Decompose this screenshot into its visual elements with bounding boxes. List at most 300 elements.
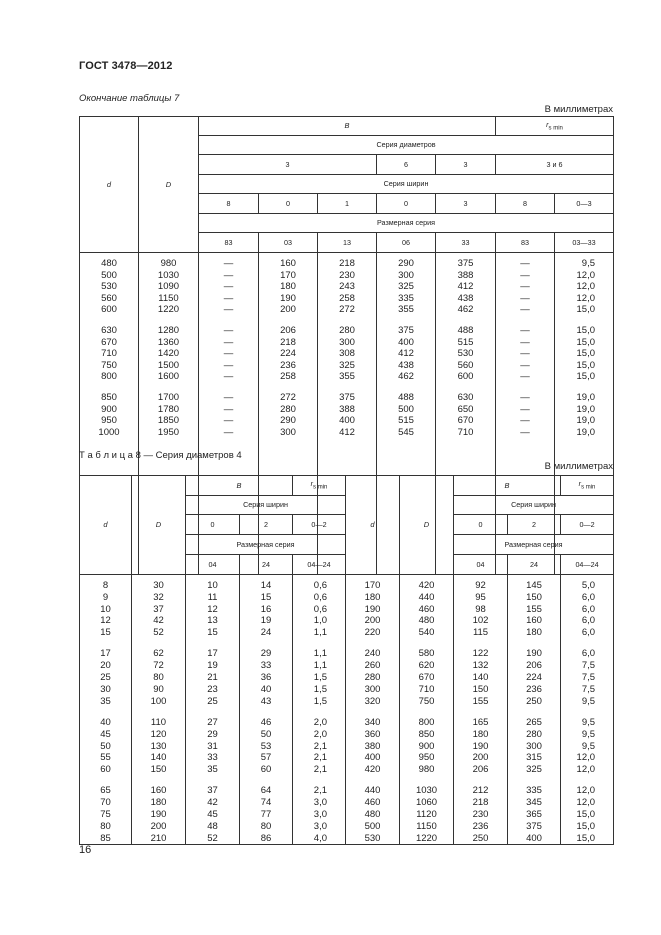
table7-cell: 480 xyxy=(101,258,117,269)
table7-cell: 375 xyxy=(339,391,355,403)
table8-cell: 25 xyxy=(100,672,111,684)
table8-cell: 190 xyxy=(472,740,489,752)
table7-cell: 272 xyxy=(280,391,296,403)
table7-cell: 545 xyxy=(398,426,414,438)
table7-cell: 462 xyxy=(398,371,414,383)
table8-cell: 1,5 xyxy=(313,695,328,707)
table7-size-0: 83 xyxy=(199,233,259,253)
table8-cell: 11 xyxy=(207,591,218,603)
table8-cell: 36 xyxy=(260,672,272,684)
table8-cell: 12,0 xyxy=(576,764,596,776)
table7-cell: 600 xyxy=(457,371,474,383)
table8-cell: 1,1 xyxy=(313,648,328,660)
table8-cell: 43 xyxy=(260,695,272,707)
table7-cell: 515 xyxy=(457,336,474,348)
table8-cell: 24 xyxy=(260,627,272,639)
table7-width-1: 0 xyxy=(259,194,318,214)
table7-cell: 15,0 xyxy=(576,304,595,316)
table7-cell: 412 xyxy=(457,281,474,293)
table8-cell: 64 xyxy=(260,785,272,797)
table8-cell: 98 xyxy=(475,603,486,615)
table8-cell: 6,0 xyxy=(581,591,596,603)
table8-cell: 52 xyxy=(153,627,164,639)
table7-cell: 400 xyxy=(398,336,414,348)
table8-cell: 300 xyxy=(364,683,381,695)
table8-cell: 50 xyxy=(260,728,272,740)
table8-col-8 xyxy=(508,575,561,845)
table8-cell: 19 xyxy=(260,615,272,627)
table7-cell: 980 xyxy=(160,258,177,269)
table8-cell: 580 xyxy=(418,648,435,660)
table7-cell: 530 xyxy=(101,281,117,293)
table8-cell: 155 xyxy=(526,603,542,615)
table7-cell: 19,0 xyxy=(576,403,595,415)
table8-cell: 206 xyxy=(472,764,489,776)
table7-cell: — xyxy=(223,292,234,304)
table8-cell: 180 xyxy=(150,797,167,809)
table7-cell: 1850 xyxy=(157,415,180,427)
table7-size-6: 03—33 xyxy=(555,233,614,253)
table8-cell: 190 xyxy=(526,648,542,660)
table8-cell: 420 xyxy=(418,580,435,591)
table8-cell: 46 xyxy=(260,716,272,728)
table8-cell: 2,0 xyxy=(313,716,328,728)
table8-cell: 33 xyxy=(207,752,218,764)
table7-cell: 438 xyxy=(398,359,414,371)
table7-head-D: D xyxy=(139,117,199,253)
table7-cell: 412 xyxy=(339,426,355,438)
table7-cell: 300 xyxy=(280,426,296,438)
table8-cell: 1,5 xyxy=(313,683,328,695)
table7-cell: 1500 xyxy=(157,359,180,371)
table8-cell: 29 xyxy=(207,728,218,740)
table8-cell: 15,0 xyxy=(576,832,596,844)
table7-width-series-label: Серия ширин xyxy=(199,175,614,194)
table7-cell: — xyxy=(223,269,234,281)
table7-diam-3and6: 3 и 6 xyxy=(496,155,614,175)
table8-col-9 xyxy=(561,575,614,845)
table8-cell: 480 xyxy=(364,809,381,821)
table7-cell: 710 xyxy=(457,426,474,438)
table7-cell: 170 xyxy=(280,269,296,281)
table7-cell: 272 xyxy=(339,304,355,316)
table8-cell: 150 xyxy=(526,591,542,603)
table8-cell: 1030 xyxy=(415,785,438,797)
table8-cell: 15,0 xyxy=(576,820,596,832)
table8-cell: 9,5 xyxy=(581,716,596,728)
table8-cell: 265 xyxy=(526,716,542,728)
table7-cell: — xyxy=(223,415,234,427)
table8-cell: 35 xyxy=(207,764,218,776)
table7-cell: — xyxy=(520,359,530,371)
table8-body xyxy=(80,575,614,845)
table8-cell: 6,0 xyxy=(581,615,596,627)
table7-cell: 670 xyxy=(101,336,117,348)
table7-cell: 412 xyxy=(398,348,414,360)
table7-cell: 1220 xyxy=(157,304,180,316)
table7-cell: 160 xyxy=(280,258,296,269)
table8-cell: 9,5 xyxy=(581,728,596,740)
table7-width-2: 1 xyxy=(318,194,377,214)
table8-cell: 320 xyxy=(364,695,381,707)
table8-cell: 52 xyxy=(207,832,218,844)
table8-cell: 480 xyxy=(418,615,435,627)
table8-cell: 60 xyxy=(260,764,272,776)
table8-cell: 250 xyxy=(472,832,489,844)
table8-size-04b: 04 xyxy=(454,555,508,575)
table7-cell: 15,0 xyxy=(576,371,595,383)
table7-width-5: 8 xyxy=(496,194,555,214)
table7-cell: 290 xyxy=(280,415,296,427)
table7-cell: 1280 xyxy=(157,324,180,336)
table7-diam-3: 3 xyxy=(199,155,377,175)
table8-cell: 6,0 xyxy=(581,648,596,660)
table7-cell: — xyxy=(223,336,234,348)
table8-cell: 160 xyxy=(526,615,542,627)
table8-cell: 48 xyxy=(207,820,218,832)
table8-cell: 29 xyxy=(260,648,272,660)
table8-cell: 23 xyxy=(207,683,218,695)
table7-cell: 600 xyxy=(101,304,117,316)
table8-cell: 37 xyxy=(207,785,218,797)
table8-unit: В миллиметрах xyxy=(544,461,613,472)
table8-width-2b: 2 xyxy=(508,515,561,535)
table8-cell: 165 xyxy=(472,716,489,728)
table8-cell: 90 xyxy=(153,683,164,695)
table8-cell: 980 xyxy=(418,764,435,776)
table7-cell: — xyxy=(520,292,530,304)
table8-cell: 55 xyxy=(100,752,111,764)
table8-cell: 325 xyxy=(526,764,542,776)
table8-width-series-label: Серия ширин xyxy=(186,496,346,515)
table7-head-B: B xyxy=(199,117,496,136)
table8-cell: 45 xyxy=(207,809,218,821)
table8-cell: 530 xyxy=(364,832,381,844)
table8-cell: 3,0 xyxy=(313,820,328,832)
table8-cell: 400 xyxy=(364,752,381,764)
table8-cell: 45 xyxy=(100,728,111,740)
table7-cell: — xyxy=(223,324,234,336)
table8-width-0: 0 xyxy=(186,515,240,535)
table8-cell: 1060 xyxy=(415,797,438,809)
table8-cell: 170 xyxy=(364,580,381,591)
table7-cell: 800 xyxy=(101,371,117,383)
table7-cell: — xyxy=(520,258,530,269)
table8-cell: 12,0 xyxy=(576,797,596,809)
table8-cell: 0,6 xyxy=(313,603,328,615)
table7-cell: 258 xyxy=(339,292,355,304)
table7-cell: 236 xyxy=(280,359,296,371)
table8-cell: 2,1 xyxy=(313,752,328,764)
table8-cell: 9,5 xyxy=(581,695,596,707)
table8-cell: 155 xyxy=(472,695,489,707)
table8-cell: 620 xyxy=(418,660,435,672)
table8-cell: 42 xyxy=(153,615,164,627)
table8-head-D2: D xyxy=(400,476,454,575)
table7-size-2: 13 xyxy=(318,233,377,253)
table7-cell: — xyxy=(520,269,530,281)
table8-cell: 950 xyxy=(418,752,435,764)
table8-cell: 220 xyxy=(364,627,381,639)
table8-cell: 7,5 xyxy=(581,683,596,695)
table8-cell: 224 xyxy=(526,672,542,684)
table8-cell: 30 xyxy=(100,683,111,695)
table8-cell: 340 xyxy=(364,716,381,728)
table7-cell: 12,0 xyxy=(576,269,595,281)
table7-cell: — xyxy=(520,415,530,427)
table8-cell: 150 xyxy=(150,764,167,776)
table7-cell: 15,0 xyxy=(576,359,595,371)
table8-cell: 57 xyxy=(260,752,272,764)
table8-cell: 85 xyxy=(100,832,111,844)
table7-size-series-label: Размерная серия xyxy=(199,214,614,233)
table7-cell: 950 xyxy=(101,415,117,427)
table8-cell: 0,6 xyxy=(313,580,328,591)
document-header: ГОСТ 3478—2012 xyxy=(79,60,173,72)
table8-cell: 17 xyxy=(207,648,218,660)
table8-cell: 190 xyxy=(150,809,167,821)
table7-width-6: 0—3 xyxy=(555,194,614,214)
table8-col-5 xyxy=(346,575,400,845)
table8-cell: 1,5 xyxy=(313,672,328,684)
table8-cell: 7,5 xyxy=(581,672,596,684)
table8-size-series-label: Размерная серия xyxy=(186,535,346,555)
table8-size-24b: 24 xyxy=(508,555,561,575)
table8-cell: 218 xyxy=(472,797,489,809)
table8-col-0 xyxy=(80,575,132,845)
table7-cell: 19,0 xyxy=(576,391,595,403)
table8-col-6 xyxy=(400,575,454,845)
table8-cell: 80 xyxy=(153,672,164,684)
table8-cell: 110 xyxy=(150,716,167,728)
table8-col-3 xyxy=(240,575,293,845)
table7-diam-3b: 3 xyxy=(436,155,496,175)
table7-cell: 375 xyxy=(457,258,474,269)
table7-cell: — xyxy=(223,403,234,415)
table7-cell: 500 xyxy=(398,403,414,415)
table8-cell: 180 xyxy=(526,627,542,639)
table8-cell: 6,0 xyxy=(581,603,596,615)
table7-cell: — xyxy=(520,304,530,316)
table8-cell: 360 xyxy=(364,728,381,740)
table7-cell: — xyxy=(520,336,530,348)
table7-cell: 325 xyxy=(339,359,355,371)
table8-cell: 1,1 xyxy=(313,660,328,672)
table7-cell: 1420 xyxy=(157,348,180,360)
table7-cell: 710 xyxy=(101,348,117,360)
table8-cell: 315 xyxy=(526,752,542,764)
table8-size-series-label-2: Размерная серия xyxy=(454,535,614,555)
table7-unit: В миллиметрах xyxy=(544,104,613,115)
table8-cell: 10 xyxy=(100,603,111,615)
table8-head-D: D xyxy=(132,476,186,575)
table8-size-04-24b: 04—24 xyxy=(561,555,614,575)
table8-cell: 460 xyxy=(418,603,435,615)
table7-cell: 19,0 xyxy=(576,426,595,438)
table7-cell: 355 xyxy=(398,304,414,316)
table8-head xyxy=(80,476,614,575)
table8-col-7 xyxy=(454,575,508,845)
table8-cell: 2,1 xyxy=(313,764,328,776)
table8-cell: 115 xyxy=(472,627,489,639)
table8-cell: 145 xyxy=(526,580,542,591)
table8-cell: 850 xyxy=(418,728,435,740)
table8-cell: 500 xyxy=(364,820,381,832)
table8-cell: 53 xyxy=(260,740,272,752)
table8-cell: 206 xyxy=(526,660,542,672)
table8-cell: 210 xyxy=(150,832,167,844)
table7-cell: 300 xyxy=(398,269,414,281)
table7-cell: 9,5 xyxy=(581,258,595,269)
table8-cell: 40 xyxy=(260,683,272,695)
table7-cell: 1090 xyxy=(157,281,180,293)
table7-cell: — xyxy=(223,371,234,383)
table7-cell: 630 xyxy=(101,324,117,336)
table8-cell: 200 xyxy=(472,752,489,764)
table7-cell: 560 xyxy=(101,292,117,304)
table8-cell: 1220 xyxy=(415,832,438,844)
table8-cell: 0,6 xyxy=(313,591,328,603)
table8-cell: 86 xyxy=(260,832,272,844)
table8-col-1 xyxy=(132,575,186,845)
table8-head-r: $r_{s min}$ xyxy=(293,476,346,496)
table7-cell: 375 xyxy=(398,324,414,336)
table8-cell: 440 xyxy=(364,785,381,797)
table7-cell: 218 xyxy=(339,258,355,269)
table7-cell: 290 xyxy=(398,258,414,269)
table8-size-04: 04 xyxy=(186,555,240,575)
table7-cell: 243 xyxy=(339,281,355,293)
table7-cell: 280 xyxy=(339,324,355,336)
table8-width-0b: 0 xyxy=(454,515,508,535)
table7-cell: — xyxy=(520,281,530,293)
table7-cell: 1600 xyxy=(157,371,180,383)
table8-cell: 13 xyxy=(207,615,218,627)
table7-cell: — xyxy=(520,348,530,360)
table7-cell: 750 xyxy=(101,359,117,371)
table8-cell: 60 xyxy=(100,764,111,776)
table8-cell: 2,1 xyxy=(313,740,328,752)
table8-head-B2: B xyxy=(454,476,561,496)
table8-cell: 62 xyxy=(153,648,164,660)
table7-head xyxy=(80,117,614,253)
table7-size-3: 06 xyxy=(377,233,436,253)
table7-cell: 1700 xyxy=(157,391,180,403)
table7-cell: 200 xyxy=(280,304,296,316)
table7-cell: 355 xyxy=(339,371,355,383)
table8-cell: 380 xyxy=(364,740,381,752)
table8-cell: 122 xyxy=(472,648,489,660)
table8-cell: 1,0 xyxy=(313,615,328,627)
table8-size-04-24: 04—24 xyxy=(293,555,346,575)
table8-cell: 420 xyxy=(364,764,381,776)
table7-caption: Окончание таблицы 7 xyxy=(79,93,180,104)
page-number: 16 xyxy=(79,844,92,856)
table8-cell: 5,0 xyxy=(581,580,596,591)
table8-cell: 30 xyxy=(153,580,164,591)
table8-cell: 1120 xyxy=(416,809,437,821)
table7-cell: 488 xyxy=(457,324,474,336)
table8-head-d: d xyxy=(80,476,132,575)
table7-cell: — xyxy=(223,391,234,403)
table8-cell: 200 xyxy=(364,615,381,627)
table8-cell: 17 xyxy=(100,648,111,660)
table7-cell: 388 xyxy=(457,269,474,281)
table8-cell: 40 xyxy=(100,716,111,728)
table8-cell: 7,5 xyxy=(581,660,596,672)
table7-cell: 670 xyxy=(457,415,474,427)
table8-cell: 140 xyxy=(472,672,489,684)
table7-cell: 12,0 xyxy=(576,281,595,293)
table7-cell: — xyxy=(520,371,530,383)
table8-head-r2: $r_{s min}$ xyxy=(561,476,614,496)
table7-cell: 488 xyxy=(398,391,414,403)
table8-cell: 21 xyxy=(207,672,218,684)
table7-cell: 630 xyxy=(457,391,474,403)
table8-cell: 100 xyxy=(150,695,167,707)
table8-head-d2: d xyxy=(346,476,400,575)
table7-cell: 280 xyxy=(280,403,296,415)
table7-size-5: 83 xyxy=(496,233,555,253)
table8-cell: 19 xyxy=(207,660,218,672)
table7-cell: 230 xyxy=(339,269,355,281)
table7-width-4: 3 xyxy=(436,194,496,214)
table7-cell: 1950 xyxy=(157,426,180,438)
table7-cell: 900 xyxy=(101,403,117,415)
table8-cell: 15,0 xyxy=(576,809,596,821)
table8-cell: 75 xyxy=(100,809,111,821)
table8-cell: 190 xyxy=(364,603,381,615)
table8-cell: 15 xyxy=(100,627,111,639)
table8-col-4 xyxy=(293,575,346,845)
table7-width-0: 8 xyxy=(199,194,259,214)
table8-cell: 80 xyxy=(260,820,272,832)
table7-width-3: 0 xyxy=(377,194,436,214)
table8-cell: 460 xyxy=(364,797,381,809)
table8-cell: 102 xyxy=(472,615,489,627)
table8-cell: 72 xyxy=(153,660,164,672)
table8-cell: 365 xyxy=(526,809,542,821)
table8-width-0-2: 0—2 xyxy=(293,515,346,535)
table8-cell: 710 xyxy=(418,683,435,695)
table8-cell: 42 xyxy=(207,797,218,809)
table7-cell: 388 xyxy=(339,403,355,415)
table7-cell: — xyxy=(520,391,530,403)
table8-cell: 92 xyxy=(475,580,486,591)
table7-cell: 1000 xyxy=(98,426,120,438)
table8-cell: 27 xyxy=(207,716,218,728)
table8-cell: 3,0 xyxy=(313,809,328,821)
table8-cell: 35 xyxy=(100,695,111,707)
table8-cell: 8 xyxy=(102,580,109,591)
table7-cell: 308 xyxy=(339,348,355,360)
table8-cell: 12 xyxy=(207,603,218,615)
table8-width-2: 2 xyxy=(240,515,293,535)
table8-cell: 12 xyxy=(100,615,111,627)
table8-cell: 20 xyxy=(100,660,111,672)
table7-cell: — xyxy=(520,324,530,336)
table7-cell: — xyxy=(223,426,234,438)
table8-cell: 14 xyxy=(260,580,272,591)
table8-cell: 4,0 xyxy=(313,832,328,844)
table7-cell: 258 xyxy=(280,371,296,383)
table7-cell: 224 xyxy=(280,348,296,360)
table8-cell: 12,0 xyxy=(576,752,596,764)
table8-size-24: 24 xyxy=(240,555,293,575)
table8-cell: 25 xyxy=(207,695,218,707)
table8-cell: 236 xyxy=(526,683,542,695)
table7-cell: 515 xyxy=(398,415,414,427)
